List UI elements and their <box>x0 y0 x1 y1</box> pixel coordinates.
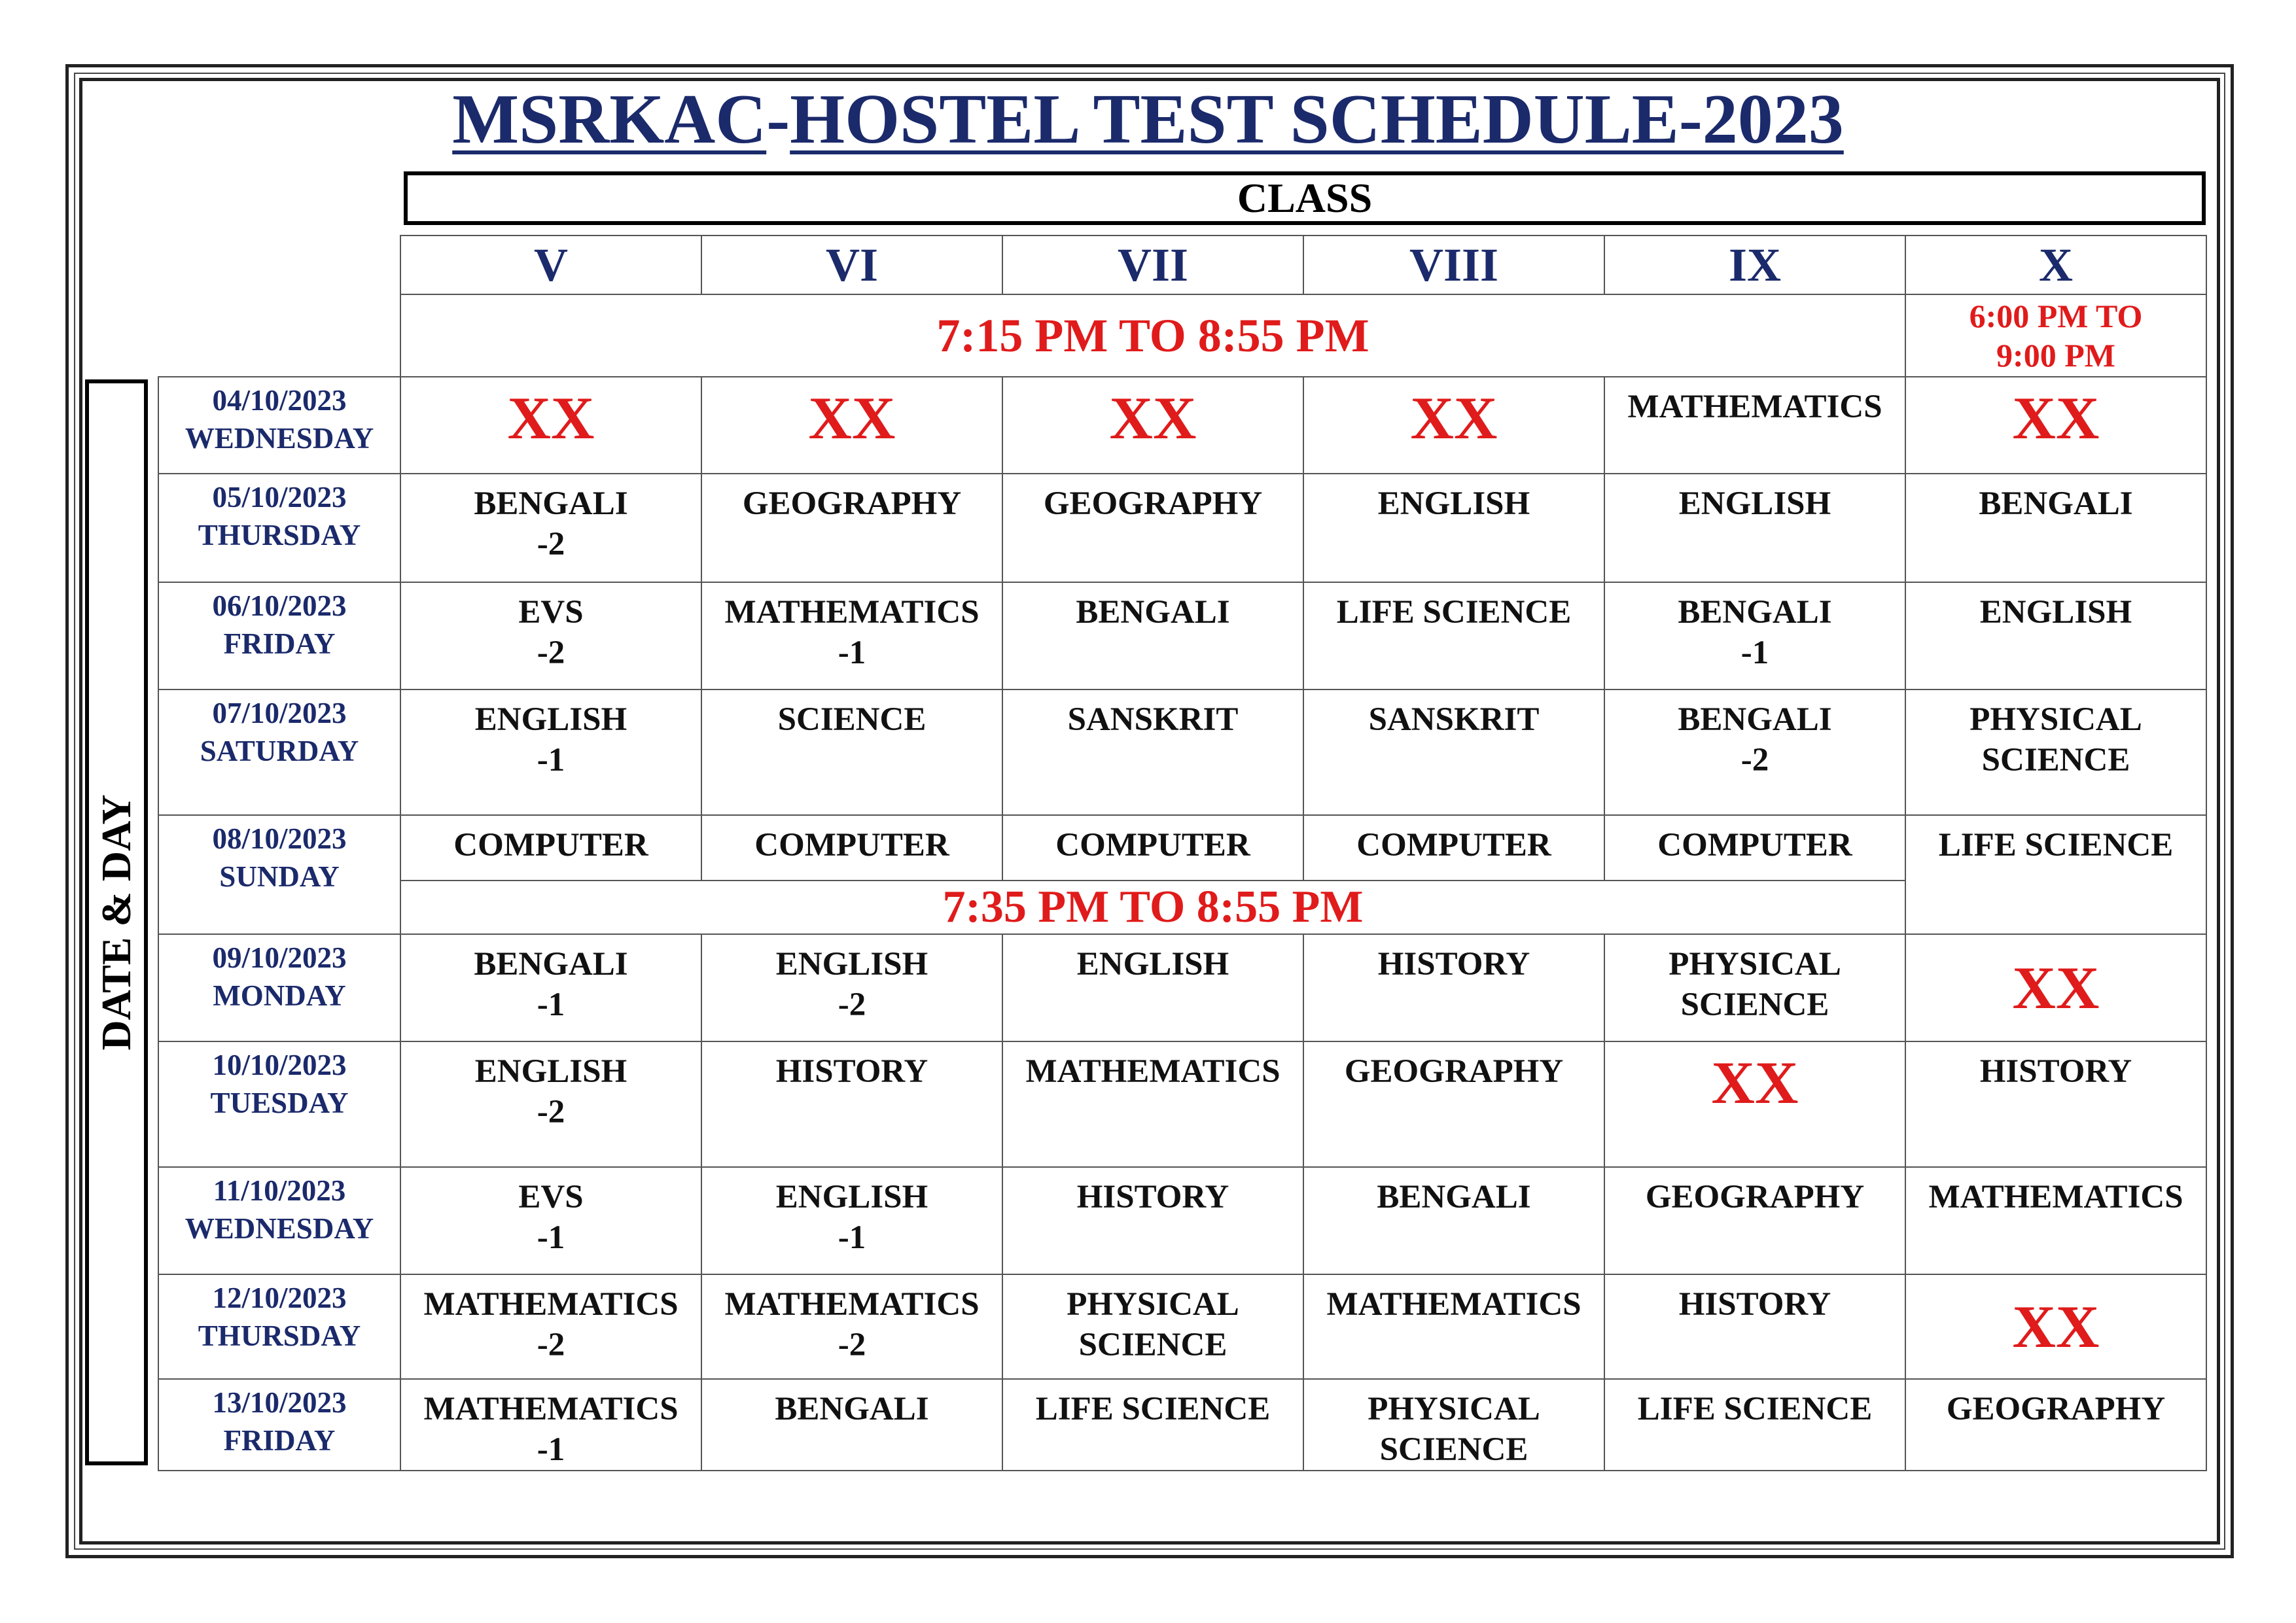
date-text: 10/10/2023 <box>212 1049 347 1081</box>
subject-text: EVS <box>518 594 584 631</box>
day-text: SUNDAY <box>219 860 340 893</box>
corner-cell <box>158 236 400 294</box>
no-test-mark: XX <box>2012 954 2100 1021</box>
timing-row <box>158 294 2206 377</box>
subject-cell <box>1002 1274 1303 1379</box>
no-test-mark: XX <box>2012 385 2100 451</box>
date-day-label: DATE & DAY <box>93 794 139 1051</box>
subject-text: -2 <box>838 1327 866 1363</box>
subject-cell <box>701 689 1002 815</box>
subject-text: COMPUTER <box>1356 827 1551 864</box>
no-test-mark: XX <box>1711 1049 1799 1116</box>
class-header: CLASS <box>404 171 2206 225</box>
date-cell <box>158 582 400 689</box>
subject-cell <box>701 1167 1002 1274</box>
subject-text: GEOGRAPHY <box>1946 1391 2166 1427</box>
subject-cell <box>1002 689 1303 815</box>
subject-cell <box>400 1041 701 1167</box>
subject-cell <box>1604 1167 1905 1274</box>
subject-text: ENGLISH <box>1377 485 1530 522</box>
day-text: FRIDAY <box>223 627 336 660</box>
subject-text: BENGALI <box>1979 485 2133 522</box>
subject-text: HISTORY <box>1678 1286 1831 1323</box>
subject-cell <box>1604 474 1905 582</box>
subject-text: MATHEMATICS <box>724 594 980 631</box>
subject-cell <box>1905 582 2206 689</box>
subject-text: MATHEMATICS <box>1326 1286 1581 1323</box>
subject-text: HISTORY <box>1377 946 1530 983</box>
subject-cell <box>1604 377 1905 474</box>
subject-cell <box>701 1274 1002 1379</box>
subject-cell <box>1002 474 1303 582</box>
subject-text: PHYSICAL <box>1368 1391 1540 1427</box>
subject-text: EVS <box>518 1179 584 1215</box>
class-vi-header: VI <box>701 236 1002 294</box>
no-test-cell <box>1905 377 2206 474</box>
subject-cell <box>1604 1274 1905 1379</box>
class-x-timing-line-2: 9:00 PM <box>1996 337 2115 374</box>
subject-cell <box>1905 1041 2206 1167</box>
subject-text: SCIENCE <box>1379 1431 1528 1468</box>
date-text: 08/10/2023 <box>212 822 347 855</box>
date-cell <box>158 377 400 474</box>
subject-text: BENGALI <box>474 946 628 983</box>
subject-cell <box>701 582 1002 689</box>
subject-cell <box>1002 815 1303 881</box>
subject-text: -1 <box>838 635 866 671</box>
subject-cell <box>701 815 1002 881</box>
date-text: 13/10/2023 <box>212 1386 347 1419</box>
schedule-row <box>158 582 2206 689</box>
subject-text: MATHEMATICS <box>423 1391 679 1427</box>
day-text: TUESDAY <box>210 1087 349 1119</box>
subject-cell <box>400 1379 701 1471</box>
subject-text: ENGLISH <box>1678 485 1831 522</box>
title-part-2: HOSTEL TEST SCHEDULE-2023 <box>790 80 1844 158</box>
no-test-cell <box>1905 1274 2206 1379</box>
date-text: 05/10/2023 <box>212 481 347 514</box>
subject-text: -2 <box>537 526 565 563</box>
class-x-timing <box>1905 294 2206 377</box>
subject-text: GEOGRAPHY <box>1043 485 1263 522</box>
subject-text: COMPUTER <box>1055 827 1250 864</box>
subject-cell <box>1905 815 2206 934</box>
subject-text: PHYSICAL <box>1669 946 1841 983</box>
date-cell <box>158 1274 400 1379</box>
subject-text: LIFE SCIENCE <box>1637 1391 1873 1427</box>
no-test-mark: XX <box>2012 1293 2100 1360</box>
subject-cell <box>1604 689 1905 815</box>
schedule-row <box>158 815 2206 881</box>
subject-text: SCIENCE <box>1078 1327 1227 1363</box>
schedule-row <box>158 377 2206 474</box>
date-text: 04/10/2023 <box>212 384 347 417</box>
date-cell <box>158 815 400 934</box>
class-x-timing-line-1: 6:00 PM TO <box>1969 298 2143 334</box>
subject-text: ENGLISH <box>775 1179 928 1215</box>
subject-cell <box>400 1167 701 1274</box>
subject-text: BENGALI <box>1678 594 1832 631</box>
subject-text: BENGALI <box>1678 701 1832 738</box>
subject-cell <box>1604 1379 1905 1471</box>
date-day-label-box <box>85 379 148 1465</box>
subject-text: -1 <box>537 986 565 1023</box>
subject-text: ENGLISH <box>775 946 928 983</box>
subject-cell <box>1303 1379 1604 1471</box>
subject-text: MATHEMATICS <box>423 1286 679 1323</box>
subject-cell <box>1002 1379 1303 1471</box>
subject-cell <box>1002 934 1303 1041</box>
subject-text: ENGLISH <box>1979 594 2132 631</box>
main-timing: 7:15 PM TO 8:55 PM <box>400 294 1905 377</box>
subject-cell <box>1303 934 1604 1041</box>
no-test-cell <box>1604 1041 1905 1167</box>
subject-text: MATHEMATICS <box>1928 1179 2183 1215</box>
day-text: WEDNESDAY <box>185 422 374 455</box>
subject-text: BENGALI <box>1076 594 1230 631</box>
subject-text: COMPUTER <box>453 827 648 864</box>
subject-text: -1 <box>537 1431 565 1468</box>
subject-cell <box>1303 1274 1604 1379</box>
subject-text: SANSKRIT <box>1368 701 1540 738</box>
subject-cell <box>1002 1167 1303 1274</box>
no-test-mark: XX <box>808 385 896 451</box>
date-cell <box>158 1379 400 1471</box>
no-test-mark: XX <box>507 385 595 451</box>
subject-cell <box>1905 689 2206 815</box>
subject-text: HISTORY <box>1979 1053 2132 1090</box>
subject-cell <box>400 815 701 881</box>
subject-cell <box>1303 815 1604 881</box>
timing-row-2 <box>158 881 2206 934</box>
day-text: FRIDAY <box>223 1424 336 1457</box>
subject-text: COMPUTER <box>754 827 949 864</box>
no-test-cell <box>1905 934 2206 1041</box>
day-text: THURSDAY <box>198 519 361 551</box>
schedule-row <box>158 1274 2206 1379</box>
subject-cell <box>1604 582 1905 689</box>
no-test-cell <box>1002 377 1303 474</box>
class-row <box>158 236 2206 294</box>
subject-text: ENGLISH <box>1076 946 1229 983</box>
date-cell <box>158 1041 400 1167</box>
subject-text: LIFE SCIENCE <box>1938 827 2174 864</box>
day-text: WEDNESDAY <box>185 1212 374 1245</box>
subject-text: PHYSICAL <box>1067 1286 1239 1323</box>
subject-cell <box>1303 689 1604 815</box>
no-test-mark: XX <box>1410 385 1498 451</box>
subject-cell <box>1905 1379 2206 1471</box>
subject-cell <box>400 582 701 689</box>
class-v-header: V <box>400 236 701 294</box>
subject-cell <box>701 934 1002 1041</box>
date-text: 07/10/2023 <box>212 697 347 729</box>
subject-text: -2 <box>838 986 866 1023</box>
subject-text: GEOGRAPHY <box>1645 1179 1865 1215</box>
subject-cell <box>1303 582 1604 689</box>
no-test-mark: XX <box>1109 385 1197 451</box>
subject-cell <box>400 934 701 1041</box>
subject-cell <box>701 1379 1002 1471</box>
subject-text: SCIENCE <box>1981 742 2130 778</box>
subject-text: HISTORY <box>775 1053 928 1090</box>
subject-text: HISTORY <box>1076 1179 1229 1215</box>
schedule-row <box>158 1041 2206 1167</box>
subject-text: BENGALI <box>775 1391 929 1427</box>
subject-text: SCIENCE <box>1680 986 1829 1023</box>
subject-text: -1 <box>537 1219 565 1256</box>
subject-text: COMPUTER <box>1657 827 1852 864</box>
subject-text: -1 <box>1740 635 1769 671</box>
subject-text: BENGALI <box>1377 1179 1531 1215</box>
subject-cell <box>701 474 1002 582</box>
second-timing: 7:35 PM TO 8:55 PM <box>400 881 1905 934</box>
no-test-cell <box>1303 377 1604 474</box>
subject-text: -2 <box>537 1327 565 1363</box>
subject-cell <box>701 1041 1002 1167</box>
subject-cell <box>1303 1041 1604 1167</box>
date-cell <box>158 934 400 1041</box>
subject-cell <box>1905 474 2206 582</box>
subject-text: ENGLISH <box>474 701 627 738</box>
date-cell <box>158 474 400 582</box>
subject-cell <box>1002 582 1303 689</box>
subject-text: -1 <box>537 742 565 778</box>
schedule-row <box>158 1167 2206 1274</box>
subject-cell <box>1604 934 1905 1041</box>
subject-text: LIFE SCIENCE <box>1035 1391 1271 1427</box>
date-text: 09/10/2023 <box>212 941 347 974</box>
subject-text: MATHEMATICS <box>1025 1053 1280 1090</box>
subject-text: -1 <box>838 1219 866 1256</box>
schedule-row <box>158 934 2206 1041</box>
subject-text: GEOGRAPHY <box>1344 1053 1564 1090</box>
date-text: 06/10/2023 <box>212 589 347 622</box>
subject-text: -2 <box>537 1094 565 1130</box>
title-part-1: MSRKAC <box>452 80 767 158</box>
subject-text: BENGALI <box>474 485 628 522</box>
schedule-row <box>158 689 2206 815</box>
day-text: MONDAY <box>213 979 346 1012</box>
class-vii-header: VII <box>1002 236 1303 294</box>
date-cell <box>158 1167 400 1274</box>
subject-cell <box>1604 815 1905 881</box>
schedule-table <box>158 235 2207 1471</box>
title-separator: - <box>766 80 790 158</box>
subject-text: PHYSICAL <box>1969 701 2142 738</box>
page-title <box>0 77 2296 162</box>
subject-cell <box>1002 1041 1303 1167</box>
subject-text: -2 <box>1740 742 1769 778</box>
subject-text: SCIENCE <box>777 701 927 738</box>
subject-cell <box>400 474 701 582</box>
no-test-cell <box>701 377 1002 474</box>
subject-cell <box>400 689 701 815</box>
subject-text: GEOGRAPHY <box>742 485 962 522</box>
day-text: SATURDAY <box>200 735 359 767</box>
subject-text: LIFE SCIENCE <box>1336 594 1572 631</box>
class-ix-header: IX <box>1604 236 1905 294</box>
subject-text: SANSKRIT <box>1067 701 1239 738</box>
date-cell <box>158 689 400 815</box>
subject-text: ENGLISH <box>474 1053 627 1090</box>
corner-cell-2 <box>158 294 400 377</box>
schedule-row <box>158 1379 2206 1471</box>
subject-text: MATHEMATICS <box>724 1286 980 1323</box>
subject-cell <box>1303 474 1604 582</box>
schedule-row <box>158 474 2206 582</box>
subject-cell <box>1303 1167 1604 1274</box>
no-test-cell <box>400 377 701 474</box>
date-text: 12/10/2023 <box>212 1282 347 1314</box>
class-x-header: X <box>1905 236 2206 294</box>
subject-cell <box>1905 1167 2206 1274</box>
class-viii-header: VIII <box>1303 236 1604 294</box>
day-text: THURSDAY <box>198 1319 361 1352</box>
date-text: 11/10/2023 <box>213 1174 346 1207</box>
subject-text: -2 <box>537 635 565 671</box>
subject-cell <box>400 1274 701 1379</box>
subject-text: MATHEMATICS <box>1627 389 1882 425</box>
